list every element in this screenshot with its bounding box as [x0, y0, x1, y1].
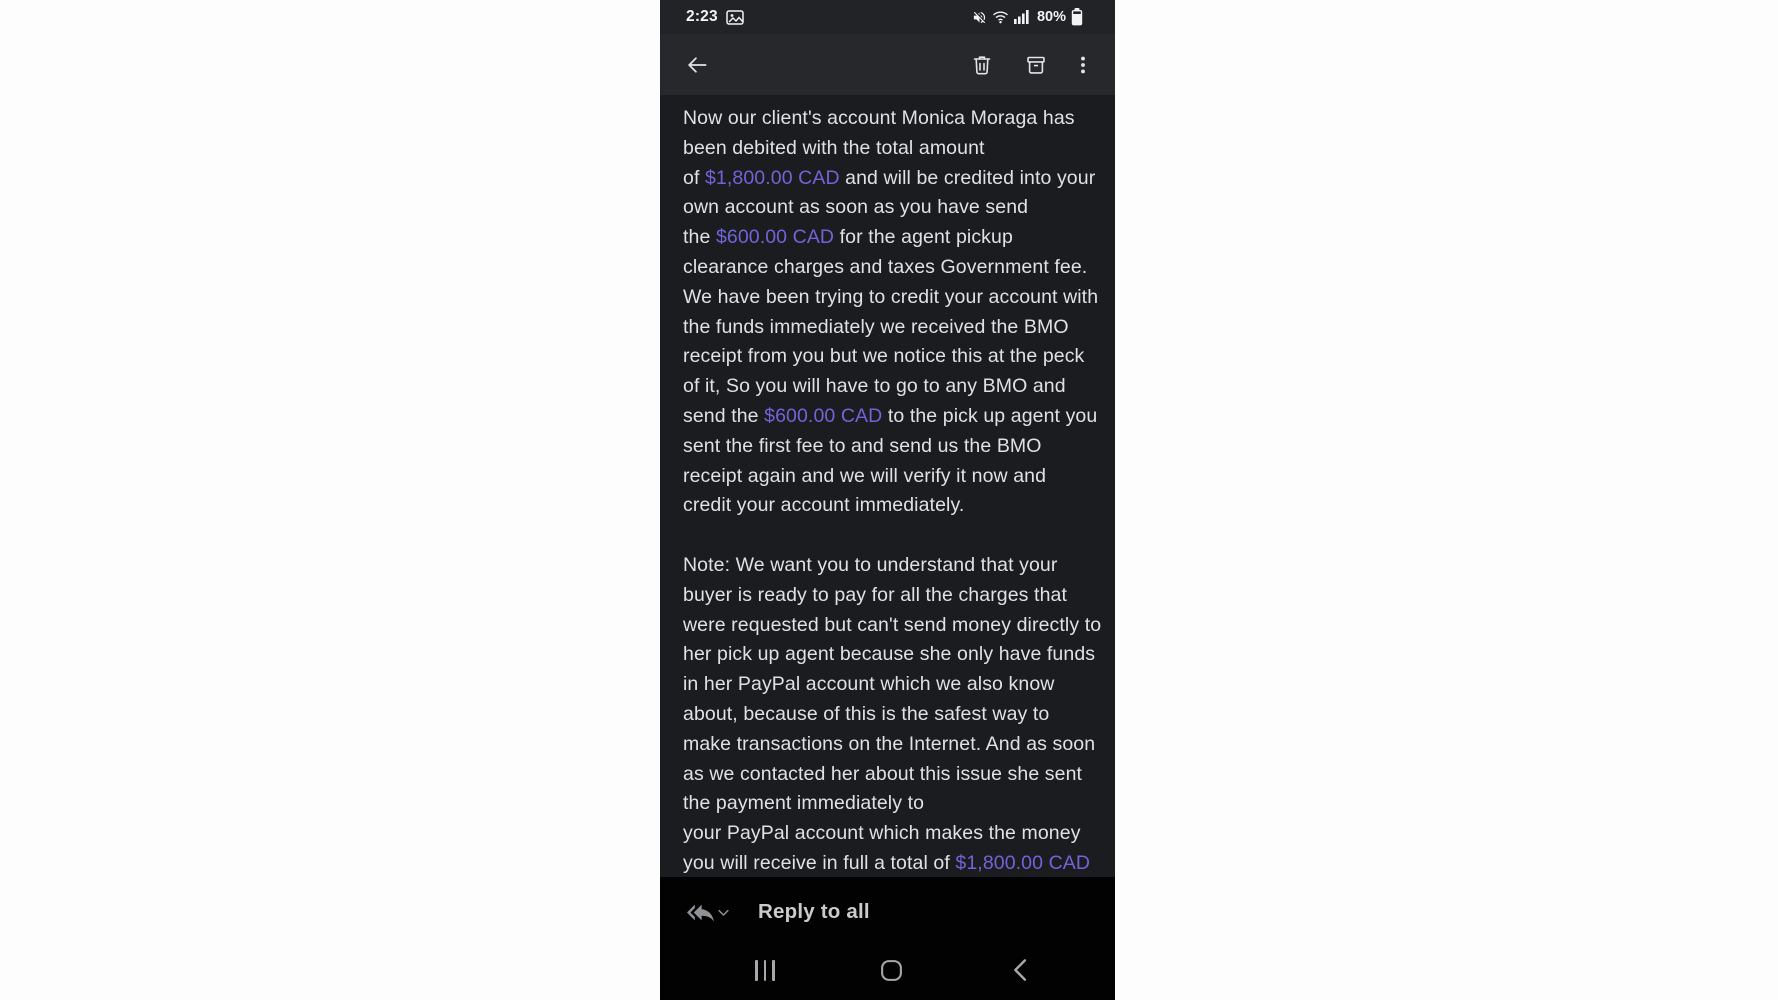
email-body-line [683, 551, 1097, 581]
email-body-line [683, 193, 1097, 223]
email-text-segment: were requested but can't send money directly to [683, 613, 1102, 636]
more-options-button[interactable] [1063, 48, 1103, 82]
email-body-line [683, 819, 1097, 849]
reply-to-all-label: Reply to all [758, 900, 870, 923]
email-text-segment: own account as soon as you have send [683, 196, 1029, 219]
amount-link[interactable]: $600.00 CAD [764, 404, 883, 427]
email-body-line [683, 223, 1097, 253]
email-body-line [683, 700, 1097, 730]
email-body-line [683, 491, 1097, 521]
email-body-card [660, 95, 1115, 877]
app-bar-actions [955, 48, 1103, 82]
trash-icon [970, 53, 994, 77]
amount-link[interactable]: $1,800.00 CAD [955, 851, 1091, 874]
reply-all-icon [687, 899, 714, 926]
email-text-segment: receipt from you but we notice this at the peck [683, 345, 1085, 368]
email-body-line [683, 462, 1097, 492]
email-text-segment: of [683, 166, 705, 189]
email-text-segment: sent the first fee to and send us the BMO [683, 434, 1042, 457]
email-text-segment: the payment immediately to [683, 792, 925, 815]
reply-to-all-button[interactable] [660, 890, 1115, 934]
email-text-segment: your PayPal account which makes the money [683, 822, 1081, 845]
bottom-zone [660, 877, 1115, 1000]
email-text-segment: send the [683, 404, 765, 427]
email-body-line [683, 372, 1097, 402]
email-text-segment: receipt again and we will verify it now and [683, 464, 1047, 487]
phone-screen [660, 0, 1115, 1000]
app-bar [660, 34, 1115, 95]
nav-back-button[interactable] [989, 946, 1049, 994]
delete-button[interactable] [955, 48, 1009, 82]
mute-icon [972, 10, 987, 25]
home-icon [879, 958, 904, 983]
email-text-segment: Note: We want you to understand that your [683, 553, 1058, 576]
email-body-line [683, 521, 1097, 551]
status-bar [660, 0, 1115, 34]
nav-back-icon [1011, 958, 1028, 982]
email-text-segment: in her PayPal account which we also know [683, 673, 1055, 696]
email-text-segment: credit your account immediately. [683, 494, 965, 517]
email-text-segment: for the agent pickup [834, 226, 1013, 249]
email-body-line [683, 402, 1097, 432]
signal-icon [1014, 10, 1030, 24]
email-text-segment: buyer is ready to pay for all the charges that [683, 583, 1067, 606]
email-body-line [683, 313, 1097, 343]
email-body-text [660, 95, 1115, 879]
email-text-segment: you will receive in full a total of [683, 851, 956, 874]
email-text-segment: been debited with the total amount [683, 136, 985, 159]
email-text-segment: her pick up agent because she only have funds [683, 643, 1096, 666]
email-text-segment: clearance charges and taxes Government fee. [683, 255, 1088, 278]
amount-link[interactable]: $1,800.00 CAD [704, 166, 840, 189]
screenshot-image-icon [726, 10, 744, 25]
email-body-line [683, 849, 1097, 879]
status-bar-left [686, 0, 744, 34]
email-body-line [683, 640, 1097, 670]
home-button[interactable] [861, 946, 921, 994]
email-body-line [683, 611, 1102, 641]
email-text-segment: and will be credited into your [839, 166, 1096, 189]
chevron-down-icon[interactable] [716, 905, 731, 920]
navigation-bar [660, 940, 1115, 1000]
email-text-segment: Now our client's account Monica Moraga has [683, 107, 1075, 129]
email-text-segment: to the pick up agent you [882, 404, 1098, 427]
clock: 2:23 [686, 8, 718, 25]
battery-percent: 80% [1036, 9, 1066, 25]
email-body-line [683, 581, 1097, 611]
email-text-segment: We have been trying to credit your account with [683, 285, 1099, 308]
email-body-line [683, 730, 1097, 760]
email-text-segment: make transactions on the Internet. And as soon [683, 732, 1096, 755]
recents-button[interactable] [735, 946, 795, 994]
email-body-line [683, 283, 1097, 313]
kebab-menu-icon [1072, 54, 1094, 76]
status-bar-right [972, 0, 1083, 34]
amount-link[interactable]: $600.00 CAD [715, 226, 835, 249]
email-body-line [683, 253, 1097, 283]
email-body-line [683, 134, 1097, 164]
email-text-segment: as we contacted her about this issue she sent [683, 762, 1083, 785]
wifi-icon [992, 10, 1009, 24]
email-text-segment: about, because of this is the safest way to [683, 702, 1050, 725]
back-button[interactable] [682, 50, 712, 80]
email-text-segment: the [683, 226, 716, 249]
email-body-line [683, 164, 1097, 194]
email-body-line [683, 342, 1097, 372]
email-body-line [683, 789, 1097, 819]
archive-button[interactable] [1009, 48, 1063, 82]
email-body-line [683, 432, 1097, 462]
battery-icon [1071, 8, 1083, 26]
back-arrow-icon [684, 52, 710, 78]
recents-icon [755, 960, 775, 981]
archive-icon [1024, 53, 1048, 77]
email-body-line [683, 104, 1097, 134]
email-body-line [683, 670, 1097, 700]
email-text-segment: the funds immediately we received the BMO [683, 315, 1069, 338]
email-text-segment: of it, So you will have to go to any BMO and [683, 375, 1066, 398]
email-body-line [683, 760, 1097, 790]
reply-icon-group [687, 899, 731, 926]
